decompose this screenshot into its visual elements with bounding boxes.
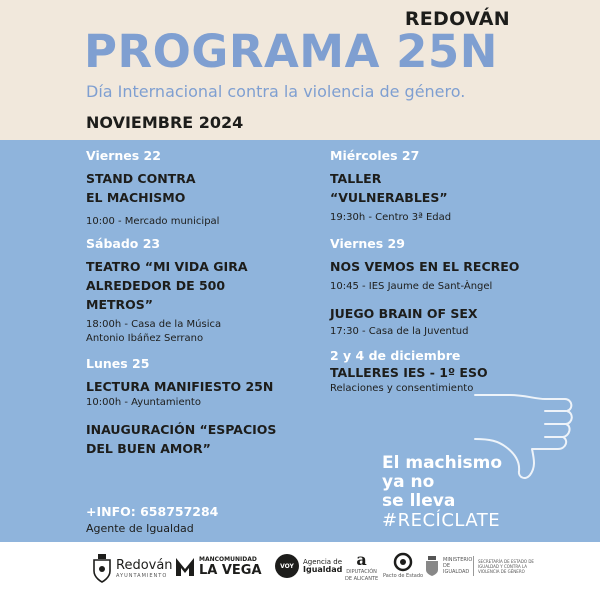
spain-shield-icon [425,556,439,576]
logo-pacto-text: Pacto de Estado [383,573,424,579]
logo-divider [473,556,474,576]
header [0,0,600,140]
event-detail: 18:00h - Casa de la Música [86,319,222,330]
event-title: DEL BUEN AMOR” [86,441,211,456]
event-title: JUEGO BRAIN OF SEX [330,306,478,321]
info-phone: +INFO: 658757284 [86,504,219,519]
info-role: Agente de Igualdad [86,522,194,535]
contact-info [86,504,218,535]
logo-redovan-sub: AYUNTAMIENTO [116,572,168,579]
logo-redovan [92,553,173,583]
logo-manc-top: MANCOMUNIDAD [199,556,257,563]
day-group-viernes-29 [330,236,580,339]
pacto-ring-icon [393,552,413,572]
logo-agencia-top: Agencia de [303,558,343,566]
day-label: Lunes 25 [86,356,150,371]
day-label: Viernes 29 [330,236,405,251]
event-title: METROS” [86,297,153,312]
day-group-lunes-25 [86,356,321,458]
event-detail: 10:45 - IES Jaume de Sant-Àngel [330,281,493,292]
month-label: NOVIEMBRE 2024 [86,113,244,132]
event-title: INAUGURACIÓN “ESPACIOS [86,422,277,437]
page-title: PROGRAMA 25N [84,25,498,78]
slogan-hashtag: #RECÍCLATE [382,510,501,531]
town-name: REDOVÁN [404,8,510,30]
logo-diputacion-top: DIPUTACIÓN [346,569,377,575]
day-label: Miércoles 27 [330,148,420,163]
logo-mancomunidad [175,556,262,578]
logo-diputacion-bottom: DE ALICANTE [345,576,379,582]
diputacion-mark-icon: a [356,550,367,569]
event-title: STAND CONTRA [86,171,196,186]
event-detail: Antonio Ibáñez Serrano [86,333,204,344]
day-label: Viernes 22 [86,148,161,163]
day-group-miercoles-27 [330,148,580,225]
slogan-line: se lleva [382,491,456,511]
logo-agencia-igualdad [275,554,342,578]
event-title: EL MACHISMO [86,190,186,205]
event-title: TALLERES IES - 1º ESO [330,365,488,380]
logo-pacto-estado [383,552,423,579]
logo-diputacion [345,552,378,582]
footer-logos [0,542,600,600]
event-title: TEATRO “MI VIDA GIRA [86,259,248,274]
logo-agencia-bottom: Igualdad [303,565,343,574]
logo-manc-bottom: LA VEGA [199,563,262,578]
day-group-viernes-22 [86,148,321,229]
event-title: NOS VEMOS EN EL RECREO [330,259,520,274]
logo-ministerio [425,556,534,576]
event-title: TALLER [330,171,382,186]
coat-of-arms-icon [92,553,112,583]
slogan-line: El machismo [382,453,503,473]
event-title: LECTURA MANIFIESTO 25N [86,379,274,394]
slogan-line: ya no [382,472,435,492]
page-subtitle: Día Internacional contra la violencia de género. [86,82,466,101]
event-detail: 10:00h - Ayuntamiento [86,397,201,408]
event-detail: 19:30h - Centro 3ª Edad [330,212,452,223]
logo-ministerio-text: MINISTERIO DE IGUALDAD [443,557,473,575]
event-detail: 17:30 - Casa de la Juventud [330,326,469,337]
schedule-band [0,140,600,542]
event-detail: 10:00 - Mercado municipal [86,216,220,227]
day-group-sabado-23 [86,236,321,346]
m-logo-icon [175,557,195,577]
day-label: Sábado 23 [86,236,161,251]
event-title: ALREDEDOR DE 500 [86,278,226,293]
logo-secretaria-text: SECRETARÍA DE ESTADO DE IGUALDAD Y CONTRA LA VIOLENCIA DE GÉNERO [478,558,534,574]
event-title: “VULNERABLES” [330,190,448,205]
slogan [382,454,502,530]
agencia-badge: VOY [275,554,299,578]
day-label: 2 y 4 de diciembre [330,348,461,363]
logo-redovan-text: Redován [116,557,173,573]
event-detail: Relaciones y consentimiento [330,383,474,394]
